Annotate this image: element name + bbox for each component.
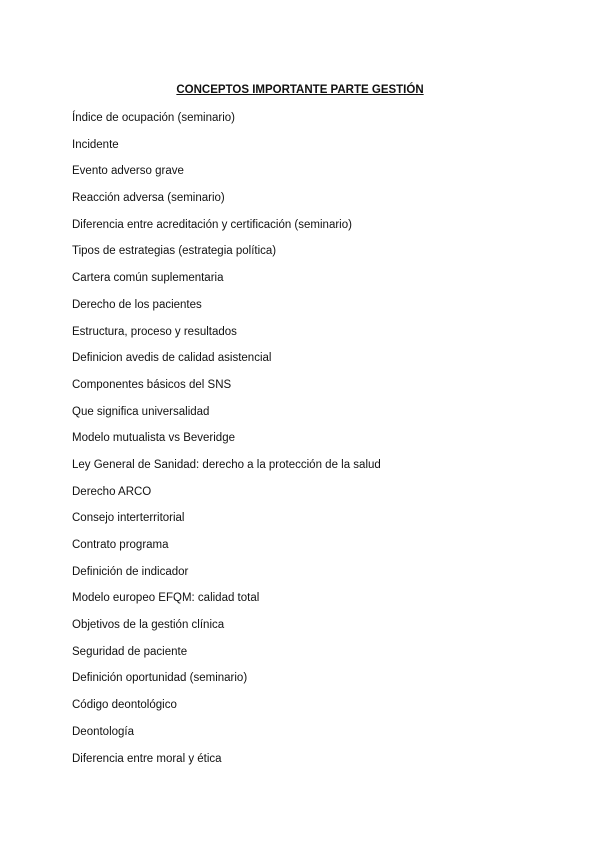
list-item: Componentes básicos del SNS bbox=[72, 378, 232, 391]
list-item: Que significa universalidad bbox=[72, 405, 210, 418]
list-item: Índice de ocupación (seminario) bbox=[72, 112, 236, 124]
list-item: Definicion avedis de calidad asistencial bbox=[72, 352, 272, 365]
list-item: Código deontológico bbox=[72, 699, 177, 712]
list-item: Ley General de Sanidad: derecho a la protección de la salud bbox=[72, 458, 381, 471]
concept-list bbox=[72, 110, 381, 777]
list-item: Evento adverso grave bbox=[72, 165, 184, 178]
list-item: Incidente bbox=[72, 138, 119, 151]
document-title: CONCEPTOS IMPORTANTE PARTE GESTIÓN bbox=[176, 84, 424, 96]
list-item: Objetivos de la gestión clínica bbox=[72, 619, 225, 632]
list-item: Definición de indicador bbox=[72, 565, 189, 578]
list-item: Consejo interterritorial bbox=[72, 512, 185, 525]
list-item: Estructura, proceso y resultados bbox=[72, 325, 237, 338]
list-item: Definición oportunidad (seminario) bbox=[72, 672, 248, 685]
list-item: Contrato programa bbox=[72, 539, 169, 551]
list-item: Deontología bbox=[72, 725, 135, 738]
list-item: Seguridad de paciente bbox=[72, 645, 188, 658]
list-item: Cartera común suplementaria bbox=[72, 272, 224, 285]
list-item: Diferencia entre moral y ética bbox=[72, 752, 222, 765]
list-item: Derecho de los pacientes bbox=[72, 298, 202, 311]
list-item: Reacción adversa (seminario) bbox=[72, 192, 225, 205]
list-item: Derecho ARCO bbox=[72, 485, 152, 498]
list-item: Tipos de estrategias (estrategia política) bbox=[72, 245, 277, 258]
list-item: Modelo europeo EFQM: calidad total bbox=[72, 592, 260, 605]
list-item: Modelo mutualista vs Beveridge bbox=[72, 432, 235, 445]
list-item: Diferencia entre acreditación y certificación (seminario) bbox=[72, 218, 352, 231]
